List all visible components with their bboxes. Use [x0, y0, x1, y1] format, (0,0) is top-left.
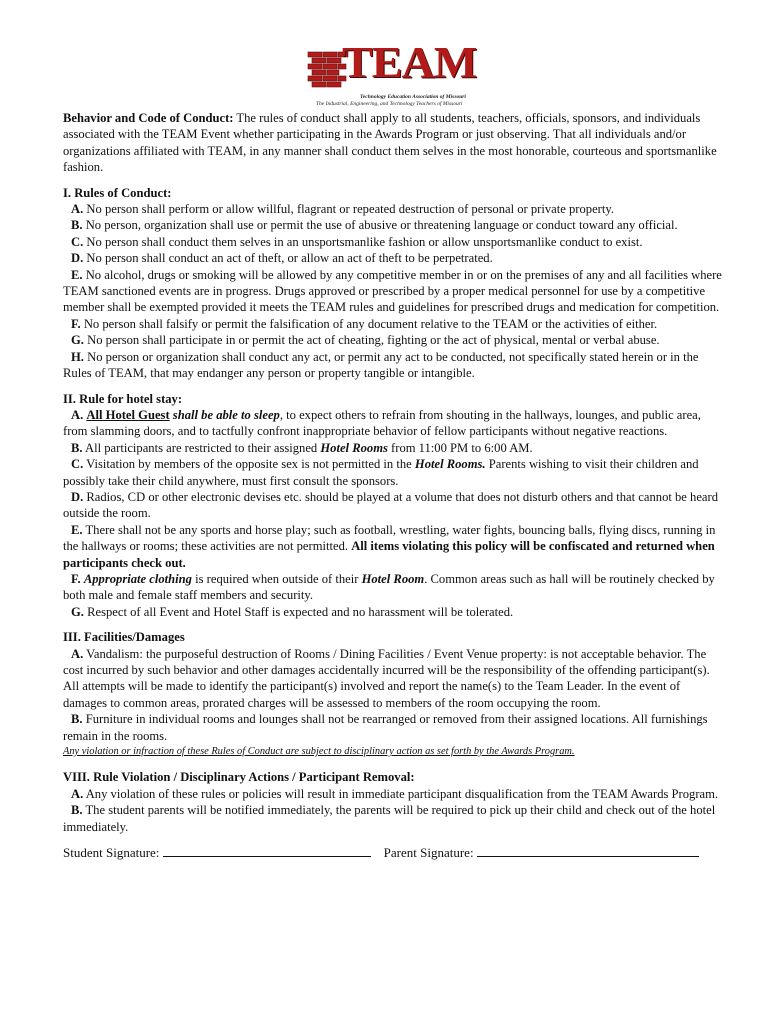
rule-emphasis: Appropriate clothing [83, 571, 192, 586]
rule-letter: F. [71, 316, 81, 331]
rule-item [63, 711, 723, 744]
rule-item [63, 349, 723, 382]
rule-text: No person shall participate in or permit the act of cheating, fighting or the act of physical, mental or verbal abuse. [83, 333, 660, 348]
rule-text: Visitation by members of the opposite sex is not permitted in the [83, 457, 415, 472]
rule-item [63, 316, 723, 332]
rule-text: There shall not be any sports and horse play; such as football, wrestling, water fights, bouncing balls, flying discs, running in the hallways or rooms; these activities are not permitted. [63, 522, 716, 554]
rule-emphasis: All items violating this policy will be confiscated and returned when participants check out. [63, 539, 715, 570]
rule-text: from 11:00 PM to 6:00 AM. [387, 440, 533, 455]
section-heading: II. Rule for hotel stay: [63, 391, 183, 406]
rule-item [63, 332, 723, 348]
rule-letter: D. [71, 489, 84, 504]
rule-item [63, 786, 723, 802]
rule-item [63, 440, 723, 456]
rule-letter: F. [71, 571, 81, 586]
signature-row [63, 845, 723, 861]
disciplinary-notice: Any violation or infraction of these Rules of Conduct are subject to disciplinary action as set forth by the Awards Program. [63, 746, 575, 758]
intro-heading: Behavior and Code of Conduct: [63, 111, 234, 125]
rule-text: Respect of all Event and Hotel Staff is expected and no harassment will be tolerated. [83, 604, 514, 619]
intro-paragraph [63, 110, 723, 176]
intro-text: The rules of conduct shall apply to all students, teachers, officials, sponsors, and individuals associated with the TEAM Event whether participating in the Awards Program or just observing. That all individuals and/or organizations affiliated with TEAM, in any manner shall conduct them selves in the most honorable, courteous and sportsmanlike fashion. [63, 111, 717, 175]
rule-letter: C. [71, 457, 84, 472]
rule-text: No person shall perform or allow willful, flagrant or repeated destruction of personal or private property. [83, 202, 614, 217]
logo-wordmark: TEAM [342, 38, 477, 87]
rule-item [63, 456, 723, 489]
rule-text: No person shall falsify or permit the falsification of any document relative to the TEAM or the activities of either. [80, 316, 658, 331]
section-rules-of-conduct [63, 185, 723, 382]
rule-letter: B. [71, 440, 83, 455]
section-heading: VIII. Rule Violation / Disciplinary Actions / Participant Removal: [63, 770, 415, 785]
rule-letter: G. [71, 604, 84, 619]
student-signature-line[interactable] [163, 845, 371, 857]
rule-emphasis: All Hotel Guest [86, 407, 170, 422]
rule-text: No alcohol, drugs or smoking will be allowed by any competitive member in or on the premises of any and all facilities where TEAM sanctioned events are in progress. Drugs approved or prescribed by a proper medical personnel for use by a competitive member shall be exempted provided it meets the TEAM rules and guidelines for prescribed drugs and medication for competition. [63, 267, 722, 315]
rule-item [63, 571, 723, 604]
rule-item [63, 201, 723, 217]
rule-text: is required when outside of their [191, 571, 362, 586]
rule-text: No person, organization shall use or permit the use of abusive or threatening language or conduct toward any official. [82, 218, 678, 233]
rule-letter: A. [71, 786, 84, 801]
rule-text: , to expect others to refrain from shouting in the hallways, lounges, and public area, from slamming doors, and to tactfully confront inappropriate behavior of fellow participants without negative reactions. [63, 407, 701, 439]
rule-text: Any violation of these rules or policies will result in immediate participant disqualification from the TEAM Awards Program. [83, 786, 719, 801]
rule-letter: H. [71, 349, 84, 364]
rule-text: No person shall conduct them selves in an unsportsmanlike fashion or allow unsportsmanlike conduct to exist. [83, 234, 643, 249]
student-signature-label: Student Signature: [63, 845, 160, 861]
rule-letter: B. [71, 803, 83, 818]
section-heading: I. Rules of Conduct: [63, 185, 172, 200]
rule-text: No person or organization shall conduct any act, or permit any act to be conducted, not specifically stated herein or in the Rules of TEAM, that may endanger any person or property tangible or intangible. [63, 349, 699, 381]
logo-tagline-primary: Technology Education Association of Missouri [360, 94, 466, 100]
rule-letter: E. [71, 522, 83, 537]
rule-item [63, 802, 723, 835]
rule-text: Parents wishing to visit their children and possibly take their child anywhere, must first consult the sponsors. [63, 457, 699, 488]
rule-item [63, 522, 723, 571]
rule-emphasis: Hotel Rooms [320, 440, 388, 455]
rule-item [63, 217, 723, 233]
rule-text: Radios, CD or other electronic devises etc. should be played at a volume that does not disturb others and that cannot be heard outside the room. [63, 489, 719, 521]
rule-letter: A. [71, 202, 84, 217]
rule-text: The student parents will be notified immediately, the parents will be required to pick up their child and check out of the hotel immediately. [63, 803, 716, 834]
rule-letter: D. [71, 251, 84, 266]
rule-letter: C. [71, 234, 84, 249]
rule-text: Vandalism: the purposeful destruction of Rooms / Dining Facilities / Event Venue property: is not acceptable behavior. The cost incurred by such behavior and other damages accidentally incurred will be the responsibility of the offending participant(s). All attempts will be made to identify the participant(s) involved and report the name(s) to the Team Leader. In the event of damages to common areas, prorated charges will be assessed to members of the room occupying the room. [63, 646, 710, 710]
rule-emphasis: Hotel Room [361, 571, 425, 586]
parent-signature-label: Parent Signature: [383, 845, 474, 861]
section-heading: III. Facilities/Damages [63, 630, 185, 645]
rule-emphasis: Hotel Rooms. [414, 457, 486, 472]
rule-item [63, 250, 723, 266]
rule-letter: A. [71, 407, 84, 422]
rule-letter: A. [71, 646, 84, 661]
rule-item [63, 267, 723, 316]
rule-item [63, 646, 723, 712]
team-logo [306, 38, 477, 108]
rule-item [63, 234, 723, 250]
rule-item [63, 604, 723, 620]
rule-letter: G. [71, 333, 84, 348]
section-hotel-stay [63, 391, 723, 621]
rule-emphasis: shall be able to sleep [169, 407, 280, 422]
rule-item [63, 489, 723, 522]
section-rule-violation [63, 769, 723, 835]
rule-text: All participants are restricted to their assigned [82, 440, 321, 455]
rule-letter: E. [71, 267, 83, 282]
rule-text: No person shall conduct an act of theft, or allow an act of theft to be perpetrated. [83, 251, 493, 266]
rule-letter: B. [71, 218, 83, 233]
rule-letter: B. [71, 712, 83, 727]
parent-signature-line[interactable] [477, 845, 699, 857]
rule-item [63, 407, 723, 440]
section-facilities-damages [63, 629, 723, 760]
document-body [63, 110, 723, 861]
rule-text: Furniture in individual rooms and lounges shall not be rearranged or removed from their assigned locations. All furnishings remain in the rooms. [63, 712, 708, 743]
logo-tagline-secondary: The Industrial, Engineering, and Technology Teachers of Missouri [316, 101, 463, 107]
rule-text: . Common areas such as hall will be routinely checked by both male and female staff members and security. [63, 571, 715, 603]
